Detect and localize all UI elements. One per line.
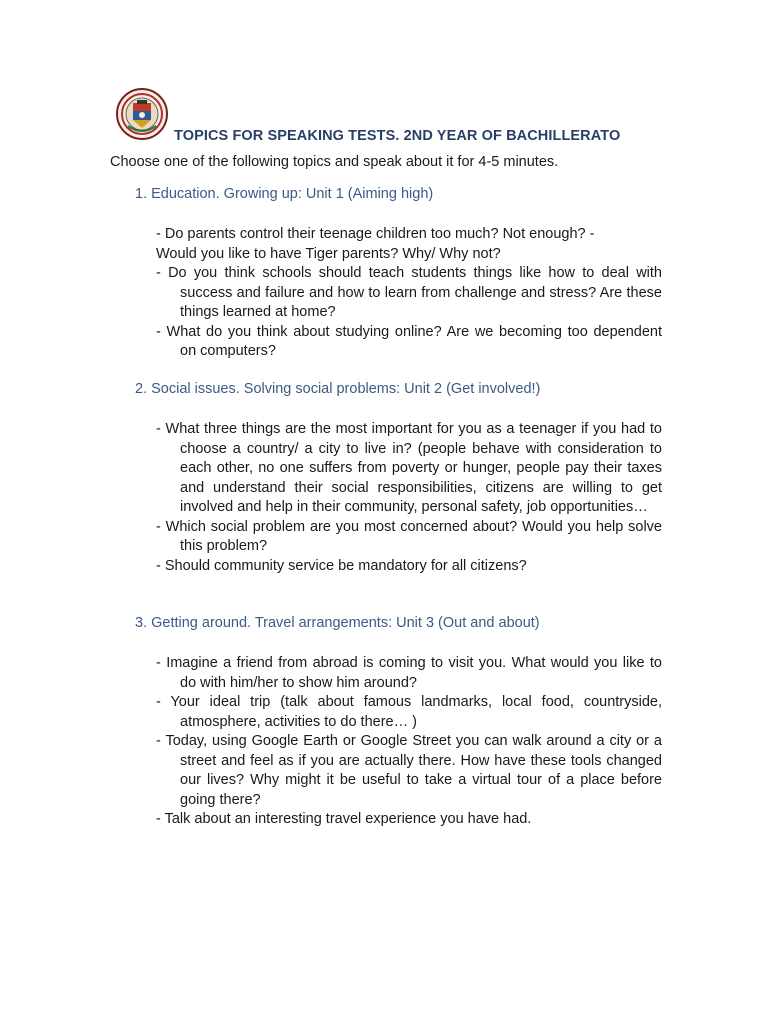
- topic-3-questions: [156, 654, 662, 830]
- question-item: - Today, using Google Earth or Google Street you can walk around a city or a street and feel as if you are actually there. How have these tools changed our lives? Why might it be useful to take a virtual tour of a place before going there?: [156, 733, 662, 808]
- question-item: - Your ideal trip (talk about famous landmarks, local food, countryside, atmosphere, activities to do there… ): [156, 694, 662, 730]
- topic-heading-1: 1. Education. Growing up: Unit 1 (Aiming high): [135, 186, 434, 202]
- intro-text: Choose one of the following topics and speak about it for 4-5 minutes.: [110, 154, 559, 170]
- topic-1-questions: [156, 225, 662, 362]
- question-item: - Which social problem are you most concerned about? Would you help solve this problem?: [156, 518, 662, 554]
- question-item: - Do you think schools should teach students things like how to deal with success and failure and how to learn from challenge and stress? Are these things learned at home?: [156, 265, 662, 320]
- topic-heading-2: 2. Social issues. Solving social problems: Unit 2 (Get involved!): [135, 381, 541, 397]
- question-item: Would you like to have Tiger parents? Why/ Why not?: [156, 245, 501, 262]
- school-crest-logo-icon: [116, 88, 168, 140]
- document-title: TOPICS FOR SPEAKING TESTS. 2ND YEAR OF BACHILLERATO: [174, 128, 621, 144]
- question-item: - What do you think about studying online? Are we becoming too dependent on computers?: [156, 323, 662, 359]
- question-item: - Should community service be mandatory for all citizens?: [156, 557, 527, 574]
- question-item: - Do parents control their teenage children too much? Not enough? -: [156, 226, 595, 242]
- question-item: - What three things are the most important for you as a teenager if you had to choose a country/ a city to live in? (people behave with consideration to each other, no one suffers from poverty or hunger, people pay their taxes and understand their social responsibilities, citizens are willing to get involved and help in their community, personal safety, job opportunities…: [156, 421, 662, 515]
- topic-heading-3: 3. Getting around. Travel arrangements: Unit 3 (Out and about): [135, 615, 540, 631]
- question-item: - Talk about an interesting travel experience you have had.: [156, 811, 532, 827]
- topic-2-questions: [156, 420, 662, 576]
- question-item: - Imagine a friend from abroad is coming to visit you. What would you like to do with him/her to show him around?: [156, 655, 662, 691]
